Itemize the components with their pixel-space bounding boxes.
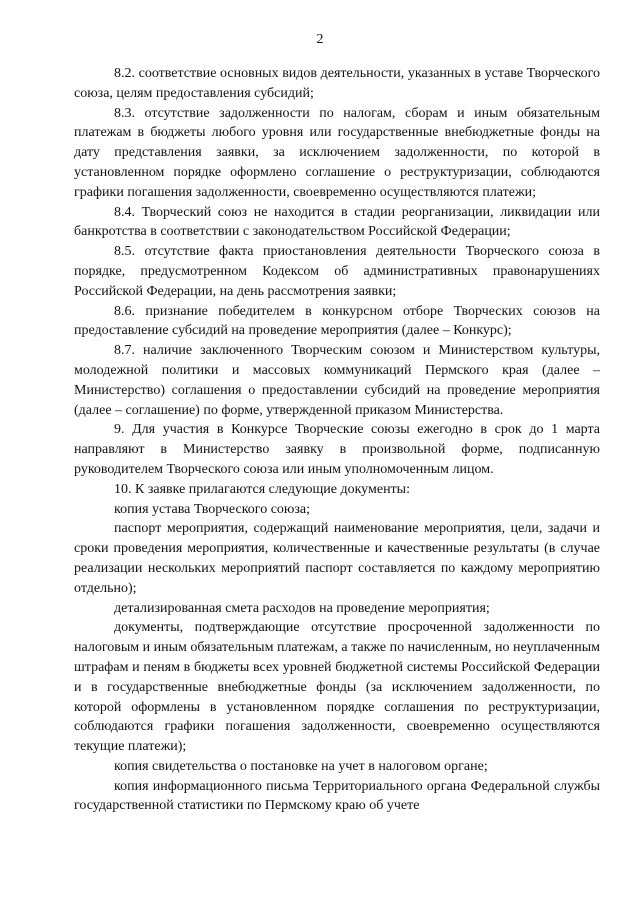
paragraph-10: 10. К заявке прилагаются следующие документы: [114,481,410,497]
page-number: 2 [316,32,324,47]
paragraph-8-7: 8.7. наличие заключенного Творческим союзом и Министерством культуры, молодежной политики и массовых коммуникаций Пермского края (далее – Министерство) соглашения о предоставлении субсидий на проведение мероприятия (далее – соглашение) по форме, утвержденной приказом Министерства. [74,343,600,418]
paragraph-8-6: 8.6. признание победителем в конкурсном отборе Творческих союзов на предоставление субсидий на проведение мероприятия (далее – Конкурс); [74,303,600,339]
list-item-event-passport: паспорт мероприятия, содержащий наименование мероприятия, цели, задачи и сроки проведения мероприятия, количественные и качественные результаты (в случае реализации нескольких мероприятий паспорт составляется по каждому мероприятию отдельно); [74,521,600,596]
list-item-tax-registration: копия свидетельства о постановке на учет в налоговом органе; [114,758,488,774]
paragraph-8-2: 8.2. соответствие основных видов деятельности, указанных в уставе Творческого союза, целям предоставления субсидий; [74,66,600,101]
paragraph-9: 9. Для участия в Конкурсе Творческие союзы ежегодно в срок до 1 марта направляют в Министерство заявку в произвольной форме, подписанную руководителем Творческого союза или иным уполномоченным лицом. [74,422,600,477]
paragraph-8-5: 8.5. отсутствие факта приостановления деятельности Творческого союза в порядке, предусмотренном Кодексом об административных правонарушениях Российской Федерации, на день рассмотрения заявки; [74,244,600,299]
list-item-cost-estimate: детализированная смета расходов на проведение мероприятия; [114,600,490,616]
list-item-statistics-letter: копия информационного письма Территориального органа Федеральной службы государственной статистики по Пермскому краю об учете [74,778,600,814]
paragraph-8-3: 8.3. отсутствие задолженности по налогам, сборам и иным обязательным платежам в бюджеты любого уровня или государственные внебюджетные фонды на дату представления заявки, за исключением задолженности, по которой в установленном порядке оформлено соглашение о реструктуризации, соблюдаются графики погашения задолженности, своевременно осуществляются платежи; [74,105,600,200]
list-item-charter-copy: копия устава Творческого союза; [114,501,310,517]
paragraph-8-4: 8.4. Творческий союз не находится в стадии реорганизации, ликвидации или банкротства в соответствии с законодательством Российской Федерации; [74,204,600,240]
document-body [74,64,600,816]
list-item-debt-documents: документы, подтверждающие отсутствие просроченной задолженности по налоговым и иным обязательным платежам, а также по начисленным, но неуплаченным штрафам и пеням в бюджеты всех уровней бюджетной системы Российской Федерации и в государственные внебюджетные фонды (за исключением задолженности, по которой оформлены в установленном порядке соглашения по реструктуризации, соблюдаются графики погашения задолженности, своевременно осуществляются текущие платежи); [74,620,600,755]
